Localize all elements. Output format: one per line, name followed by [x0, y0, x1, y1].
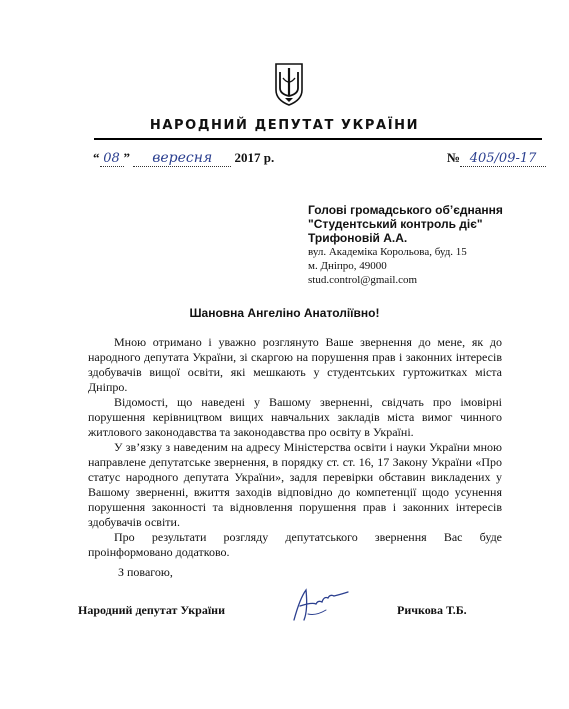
date-month: вересня: [133, 150, 231, 167]
date-year: 2017 р.: [234, 150, 275, 165]
salutation: Шановна Ангеліно Анатоліївно!: [189, 306, 380, 320]
recipient-city: м. Дніпро, 49000: [308, 260, 387, 272]
date-day: 08: [100, 151, 124, 167]
letter-body: [88, 335, 502, 560]
letterhead-divider: [94, 138, 542, 140]
body-paragraph: Мною отримано і уважно розглянуто Ваше звернення до мене, як до народного депутата України, зі скаргою на порушення прав і законних інтересів здобувачів вищої освіти, які мешкають у студентських гуртожитках міста Дніпро.: [88, 335, 502, 394]
signatory-name: Ричкова Т.Б.: [397, 603, 467, 617]
recipient-street: вул. Академіка Корольова, буд. 15: [308, 246, 467, 258]
body-paragraph: Відомості, що наведені у Вашому зверненні, свідчать про імовірні порушення керівництвом вищих навчальних закладів міста вимог чинного житлового законодавства та законодавства про освіту в Україні.: [88, 395, 502, 439]
recipient-line-3: Трифоновій А.А.: [308, 231, 408, 245]
recipient-line-2: "Студентський контроль діє": [308, 217, 483, 231]
signatory-title: Народний депутат України: [78, 603, 225, 617]
letter-date: [93, 150, 274, 167]
closing-regards: З повагою,: [118, 565, 173, 579]
registration-prefix: №: [447, 150, 461, 165]
registration-number: [447, 150, 546, 167]
registration-value: 405/09-17: [460, 151, 546, 167]
handwritten-signature: [286, 580, 366, 626]
date-open-quote: “: [93, 150, 100, 165]
recipient-line-1: Голові громадського об’єднання: [308, 203, 503, 217]
recipient-block: [308, 203, 558, 287]
body-paragraph: Про результати розгляду депутатського звернення Вас буде проінформовано додатково.: [88, 530, 502, 559]
recipient-email: stud.control@gmail.com: [308, 274, 418, 286]
body-paragraph: У зв’язку з наведеним на адресу Міністерства освіти і науки України мною направлене депутатське звернення, в порядку ст. ст. 16, 17 Закону України «Про статус народного депутата України», задля перевірки обставин викладених у Вашому зверненні, вжиття заходів відповідно до компетенції щодо усунення порушення законності та відновлення порушення прав і законних інтересів здобувачів освіти.: [88, 440, 502, 529]
trident-icon: [274, 60, 304, 106]
letterhead-title: НАРОДНИЙ ДЕПУТАТ УКРАЇНИ: [149, 118, 420, 133]
date-close-quote: ”: [123, 150, 130, 165]
